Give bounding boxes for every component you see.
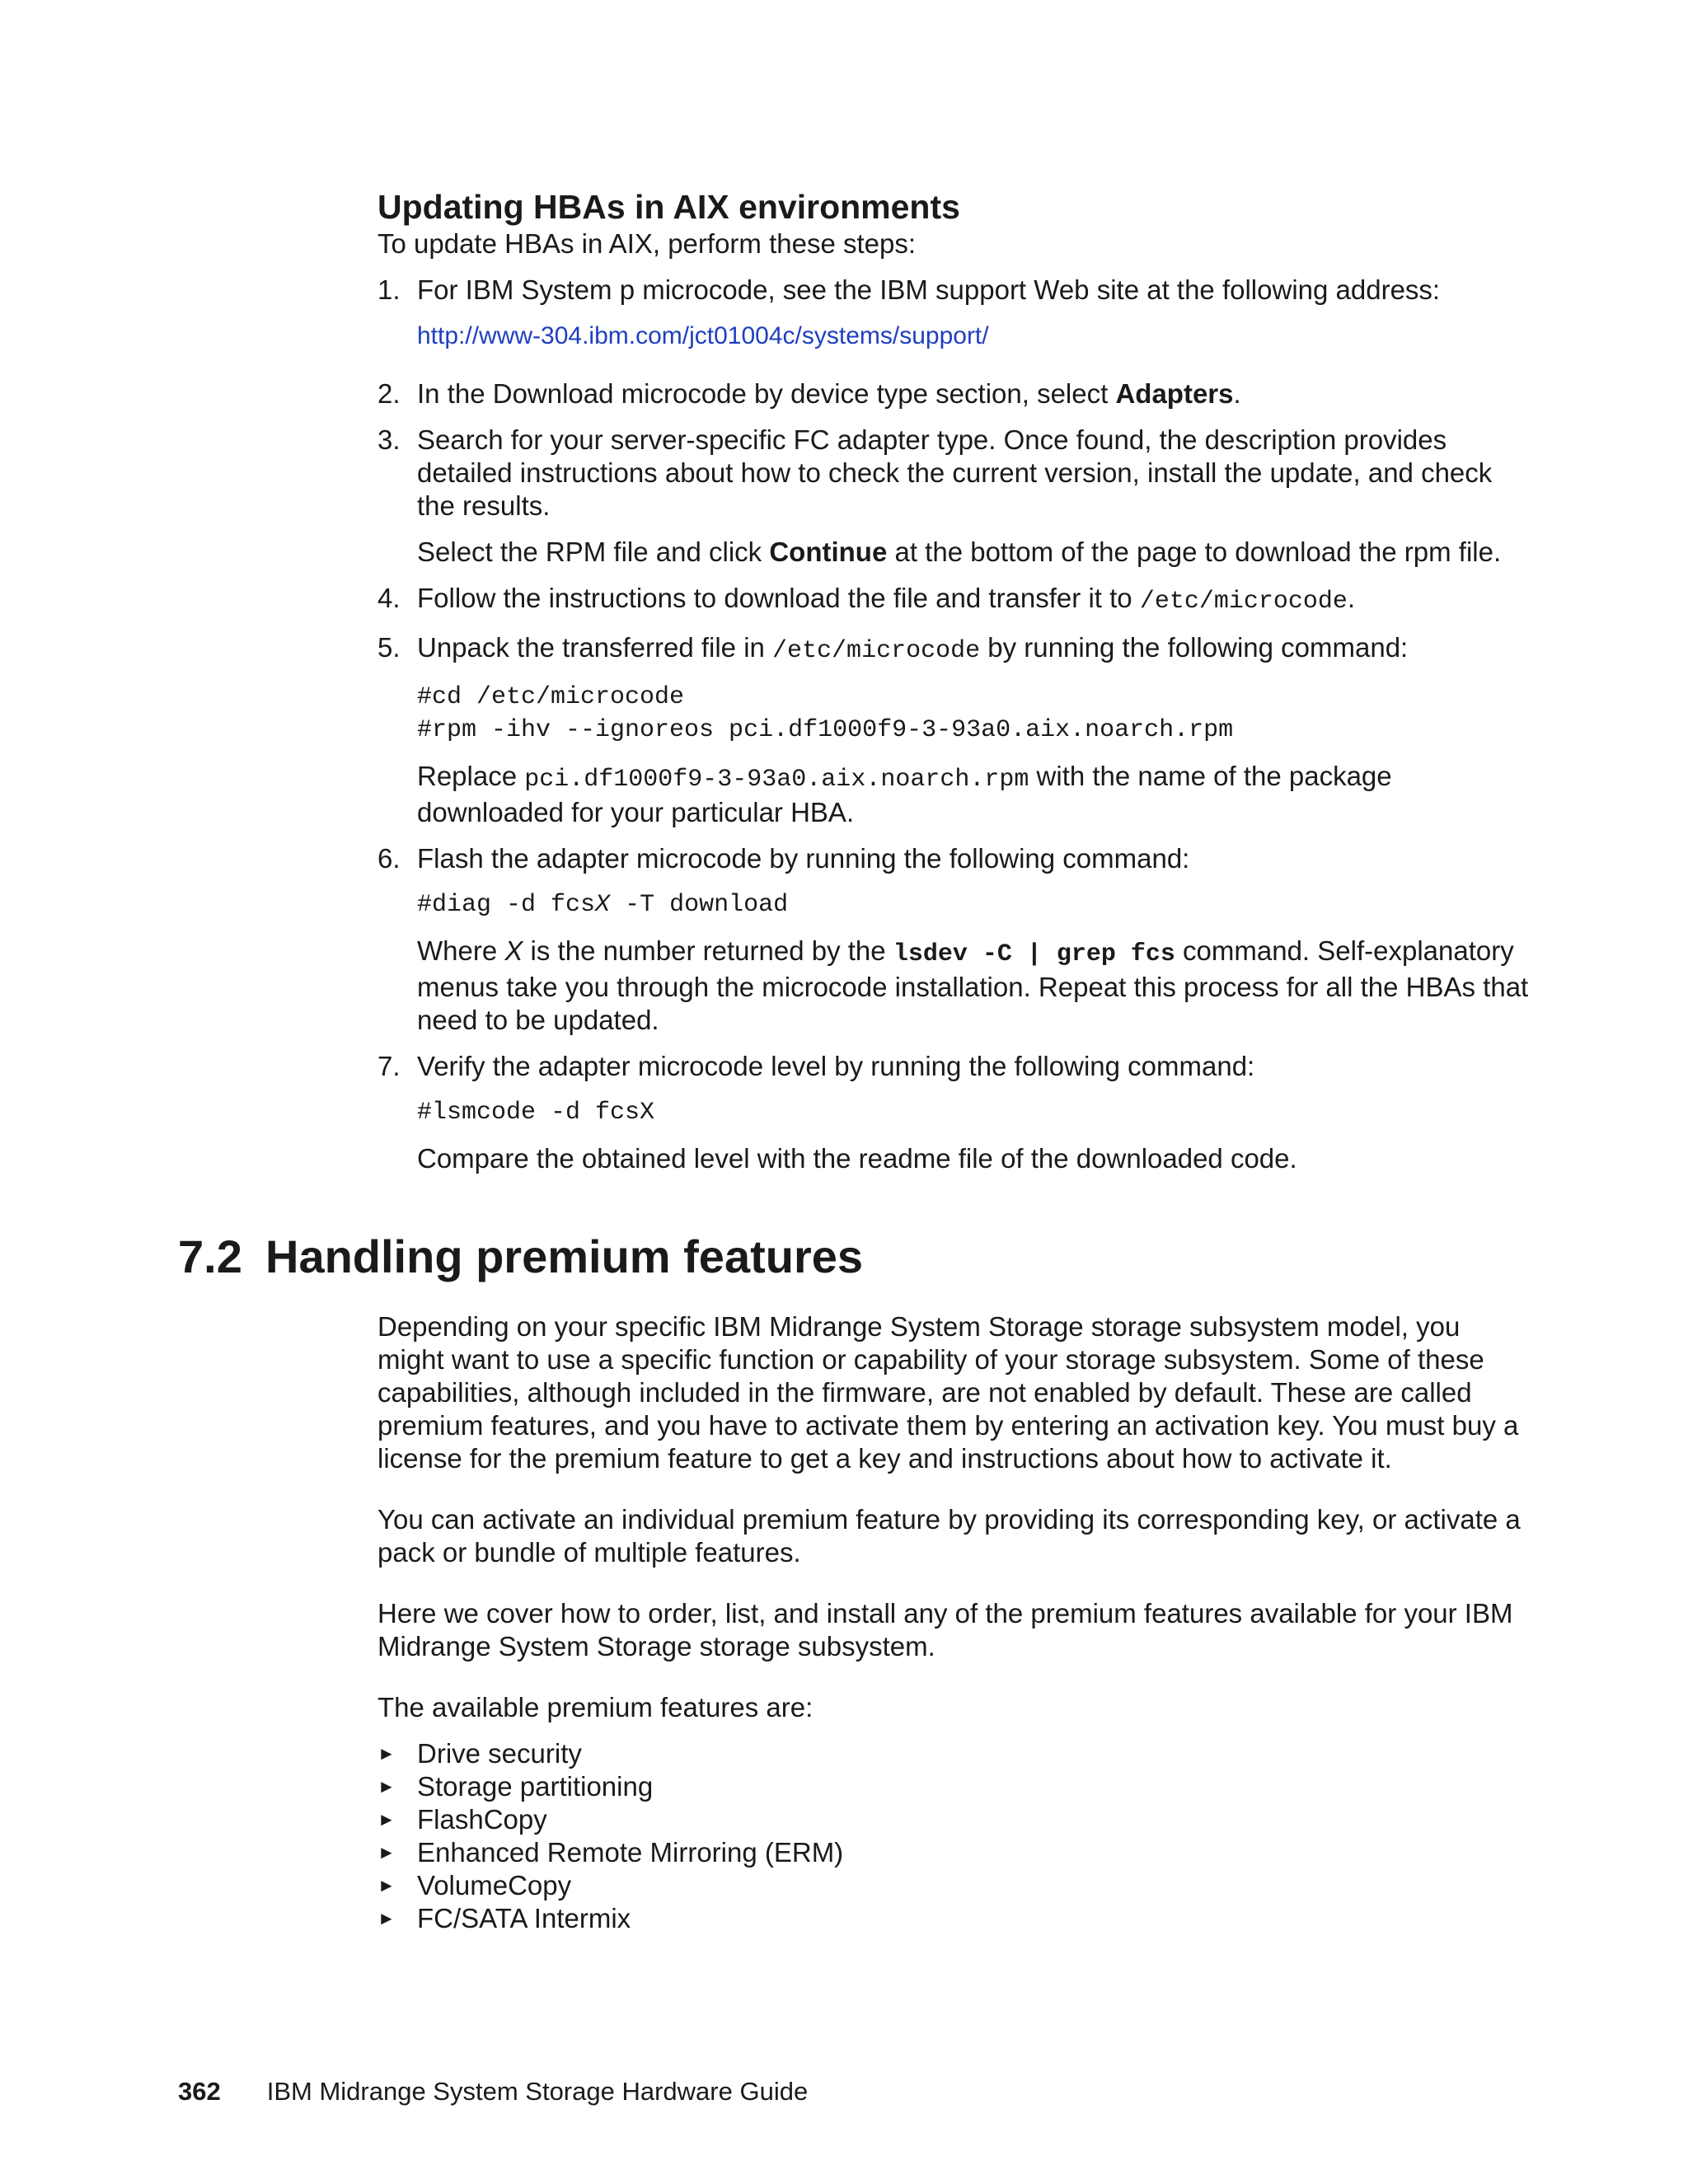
- command-part: #diag -d fcs: [417, 891, 596, 919]
- feature-label: Drive security: [417, 1738, 582, 1769]
- premium-features-list: [377, 1737, 1531, 1935]
- step-6: [377, 842, 1531, 1037]
- step-note: [417, 536, 1531, 569]
- step-1: [377, 274, 1531, 353]
- subsection-title: Updating HBAs in AIX environments: [377, 188, 960, 226]
- command-line: #cd /etc/microcode: [417, 683, 685, 711]
- step-text-part: In the Download microcode by device type section, select: [417, 378, 1116, 409]
- feature-label: FlashCopy: [417, 1804, 547, 1835]
- steps-list: [377, 274, 1531, 1175]
- command-block: [417, 681, 1531, 747]
- step-text-part: Replace: [417, 761, 525, 791]
- step-number: 3.: [377, 424, 401, 455]
- step-text: Flash the adapter microcode by running the following command:: [417, 843, 1190, 874]
- list-item: [377, 1836, 1531, 1869]
- list-item: [377, 1770, 1531, 1803]
- step-text-part: is the number returned by the: [523, 935, 893, 966]
- step-text: [417, 377, 1531, 410]
- paragraph: Depending on your specific IBM Midrange System Storage storage subsystem model, you might want to use a specific function or capability of your storage subsystem. Some of these capabilities, although included in the firmware, are not enabled by default. These are called premium features, and you have to activate them by entering an activation key. You must buy a license for the premium feature to get a key and instructions about how to activate it.: [377, 1311, 1519, 1474]
- section-heading: [178, 1228, 863, 1286]
- step-4: [377, 582, 1531, 618]
- page-footer: [178, 2075, 808, 2108]
- step-text: Verify the adapter microcode level by running the following command:: [417, 1051, 1255, 1081]
- subsection-intro: To update HBAs in AIX, perform these steps:: [377, 228, 917, 259]
- variable-x: X: [504, 935, 523, 966]
- step-text-part: Unpack the transferred file in: [417, 632, 773, 663]
- step-5: [377, 631, 1531, 829]
- step-number: 5.: [377, 632, 401, 663]
- step-text-part: Where: [417, 935, 505, 966]
- step-3: [377, 424, 1531, 569]
- step-text: [417, 631, 1531, 668]
- step-text: For IBM System p microcode, see the IBM support Web site at the following address:: [417, 274, 1441, 305]
- command-part: -T download: [610, 891, 789, 919]
- bullet-triangle-icon: ►: [377, 1908, 396, 1929]
- section-title: Handling premium features: [265, 1230, 864, 1282]
- bullet-triangle-icon: ►: [377, 1776, 396, 1797]
- feature-label: VolumeCopy: [417, 1870, 572, 1900]
- step-text-part: at the bottom of the page to download the rpm file.: [887, 537, 1502, 567]
- feature-label: Enhanced Remote Mirroring (ERM): [417, 1837, 844, 1868]
- step-text: Search for your server-specific FC adapter type. Once found, the description provides detailed instructions about how to check the current version, install the update, and check the results.: [417, 424, 1493, 521]
- bullet-triangle-icon: ►: [377, 1842, 396, 1863]
- command-block: [417, 888, 1531, 921]
- page-number: 362: [178, 2077, 221, 2106]
- continue-label: Continue: [769, 537, 888, 567]
- bullet-triangle-icon: ►: [377, 1743, 396, 1764]
- step-text: [417, 582, 1531, 618]
- inline-command: lsdev -C | grep fcs: [893, 940, 1175, 968]
- list-item: [377, 1803, 1531, 1836]
- step-text-part: .: [1233, 378, 1241, 409]
- step-7: [377, 1050, 1531, 1175]
- step-note: [417, 760, 1531, 829]
- step-text-part: Select the RPM file and click: [417, 537, 770, 567]
- step-number: 7.: [377, 1051, 401, 1081]
- command-variable: X: [595, 891, 611, 919]
- book-title: IBM Midrange System Storage Hardware Guide: [266, 2077, 809, 2106]
- bullet-triangle-icon: ►: [377, 1809, 396, 1830]
- paragraph: The available premium features are:: [377, 1692, 814, 1722]
- step-text-part: with the name of the package downloaded for your particular HBA.: [417, 761, 1392, 827]
- premium-features-section: [377, 1310, 1531, 1935]
- list-item: [377, 1902, 1531, 1935]
- command-line: #rpm -ihv --ignoreos pci.df1000f9-3-93a0.aix.noarch.rpm: [417, 716, 1234, 744]
- step-number: 4.: [377, 583, 401, 613]
- step-number: 2.: [377, 378, 401, 409]
- step-text-part: command. Self-explanatory menus take you through the microcode installation. Repeat this process for all the HBAs that need to be updated.: [417, 935, 1529, 1035]
- command-block: #lsmcode -d fcsX: [417, 1099, 655, 1127]
- step-text-part: Follow the instructions to download the file and transfer it to: [417, 583, 1140, 613]
- list-item: [377, 1869, 1531, 1902]
- bullet-triangle-icon: ►: [377, 1875, 396, 1896]
- step-number: 1.: [377, 274, 401, 305]
- paragraph: Here we cover how to order, list, and install any of the premium features available for your IBM Midrange System Storage storage subsystem.: [377, 1598, 1513, 1661]
- adapters-label: Adapters: [1115, 378, 1234, 409]
- step-text-part: .: [1347, 583, 1356, 613]
- feature-label: FC/SATA Intermix: [417, 1903, 631, 1933]
- step-2: [377, 377, 1531, 410]
- hba-update-section: [377, 186, 1531, 1188]
- inline-filename: pci.df1000f9-3-93a0.aix.noarch.rpm: [524, 766, 1029, 794]
- step-note: [417, 935, 1531, 1037]
- feature-label: Storage partitioning: [417, 1771, 654, 1802]
- inline-path: /etc/microcode: [772, 637, 981, 665]
- inline-path: /etc/microcode: [1139, 588, 1348, 616]
- support-url-link[interactable]: http://www-304.ibm.com/jct01004c/systems/support/: [417, 322, 989, 349]
- paragraph: You can activate an individual premium feature by providing its corresponding key, or activate a pack or bundle of multiple features.: [377, 1504, 1521, 1568]
- step-number: 6.: [377, 843, 401, 874]
- list-item: [377, 1737, 1531, 1770]
- step-text-part: by running the following command:: [980, 632, 1409, 663]
- section-number: 7.2: [178, 1230, 242, 1282]
- step-note: Compare the obtained level with the readme file of the downloaded code.: [417, 1143, 1297, 1174]
